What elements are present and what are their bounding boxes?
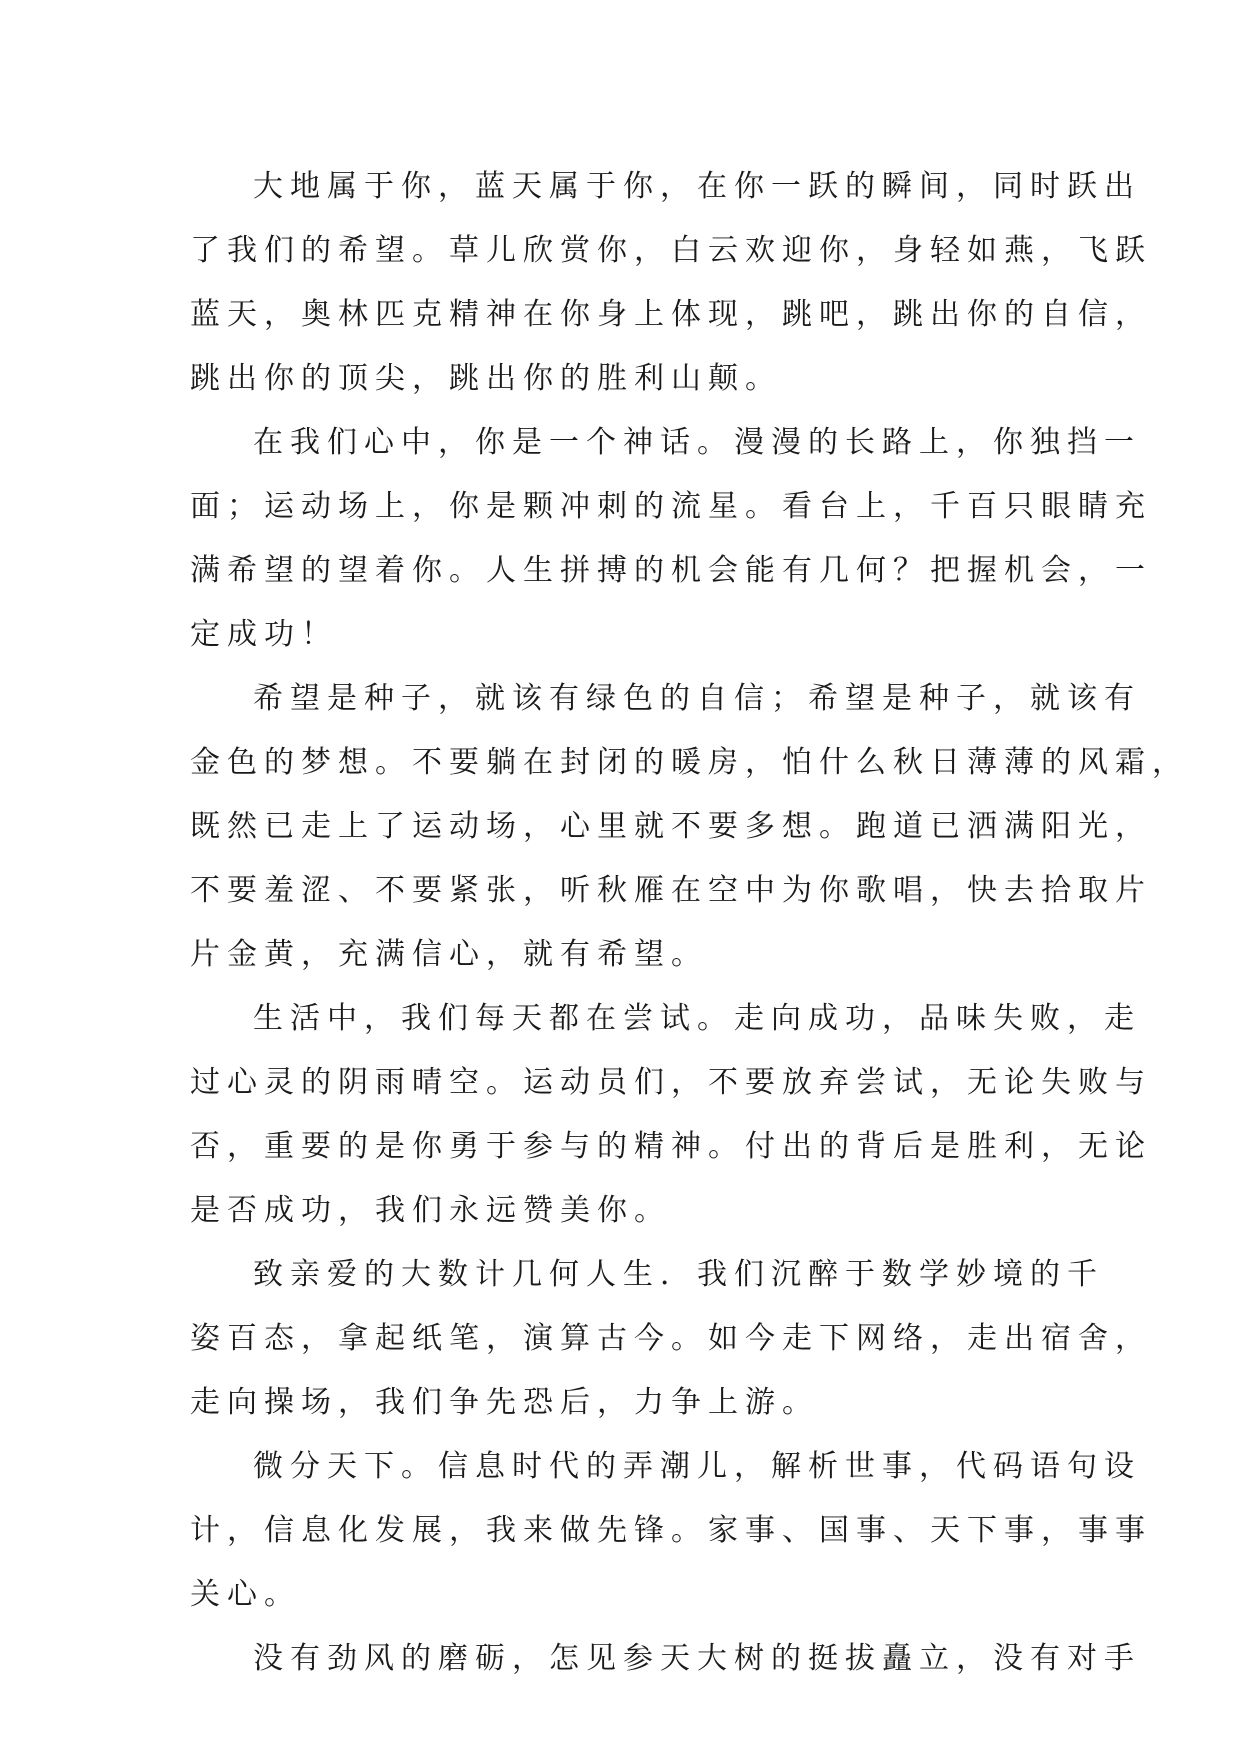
paragraph-6 [190,1435,1152,1627]
text-line: 否，重要的是你勇于参与的精神。付出的背后是胜利，无论 [190,1129,1152,1164]
text-line: 跳出你的顶尖，跳出你的胜利山颠。 [190,361,782,396]
text-line: 定成功！ [190,617,338,652]
text-line: 微分天下。信息时代的弄潮儿，解析世事，代码语句设 [253,1449,1141,1484]
paragraph-7 [190,1627,1141,1691]
text-line: 姿百态，拿起纸笔，演算古今。如今走下网络，走出宿舍， [190,1321,1152,1356]
text-line: 走向操场，我们争先恐后，力争上游。 [190,1385,819,1420]
text-line: 希望是种子，就该有绿色的自信；希望是种子，就该有 [253,681,1141,716]
text-line: 在我们心中，你是一个神话。漫漫的长路上，你独挡一 [253,425,1141,460]
text-line: 不要羞涩、不要紧张，听秋雁在空中为你歌唱，快去拾取片 [190,873,1152,908]
text-line: 面；运动场上，你是颗冲刺的流星。看台上，千百只眼睛充 [190,489,1152,524]
text-line: 过心灵的阴雨晴空。运动员们，不要放弃尝试，无论失败与 [190,1065,1152,1100]
text-line: 生活中，我们每天都在尝试。走向成功，品味失败，走 [253,1001,1141,1036]
text-line: 片金黄，充满信心，就有希望。 [190,937,708,972]
text-line: 蓝天，奥林匹克精神在你身上体现，跳吧，跳出你的自信， [190,297,1152,332]
text-line: 计，信息化发展，我来做先锋。家事、国事、天下事，事事 [190,1513,1152,1548]
text-line: 了我们的希望。草儿欣赏你，白云欢迎你，身轻如燕，飞跃 [190,233,1152,268]
text-line: 没有劲风的磨砺，怎见参天大树的挺拔矗立，没有对手 [253,1641,1141,1676]
paragraph-3 [190,667,1189,987]
paragraph-5 [190,1243,1152,1435]
text-line: 大地属于你，蓝天属于你，在你一跃的瞬间，同时跃出 [253,169,1141,204]
paragraph-2 [190,411,1152,667]
document-page [190,155,1189,1691]
text-line: 满希望的望着你。人生拼搏的机会能有几何？把握机会，一 [190,553,1152,588]
text-line: 致亲爱的大数计几何人生．我们沉醉于数学妙境的千 [253,1257,1104,1292]
paragraph-4 [190,987,1152,1243]
text-line: 金色的梦想。不要躺在封闭的暖房，怕什么秋日薄薄的风霜， [190,745,1189,780]
text-line: 是否成功，我们永远赞美你。 [190,1193,671,1228]
text-line: 关心。 [190,1577,301,1612]
text-line: 既然已走上了运动场，心里就不要多想。跑道已洒满阳光， [190,809,1152,844]
paragraph-1 [190,155,1152,411]
